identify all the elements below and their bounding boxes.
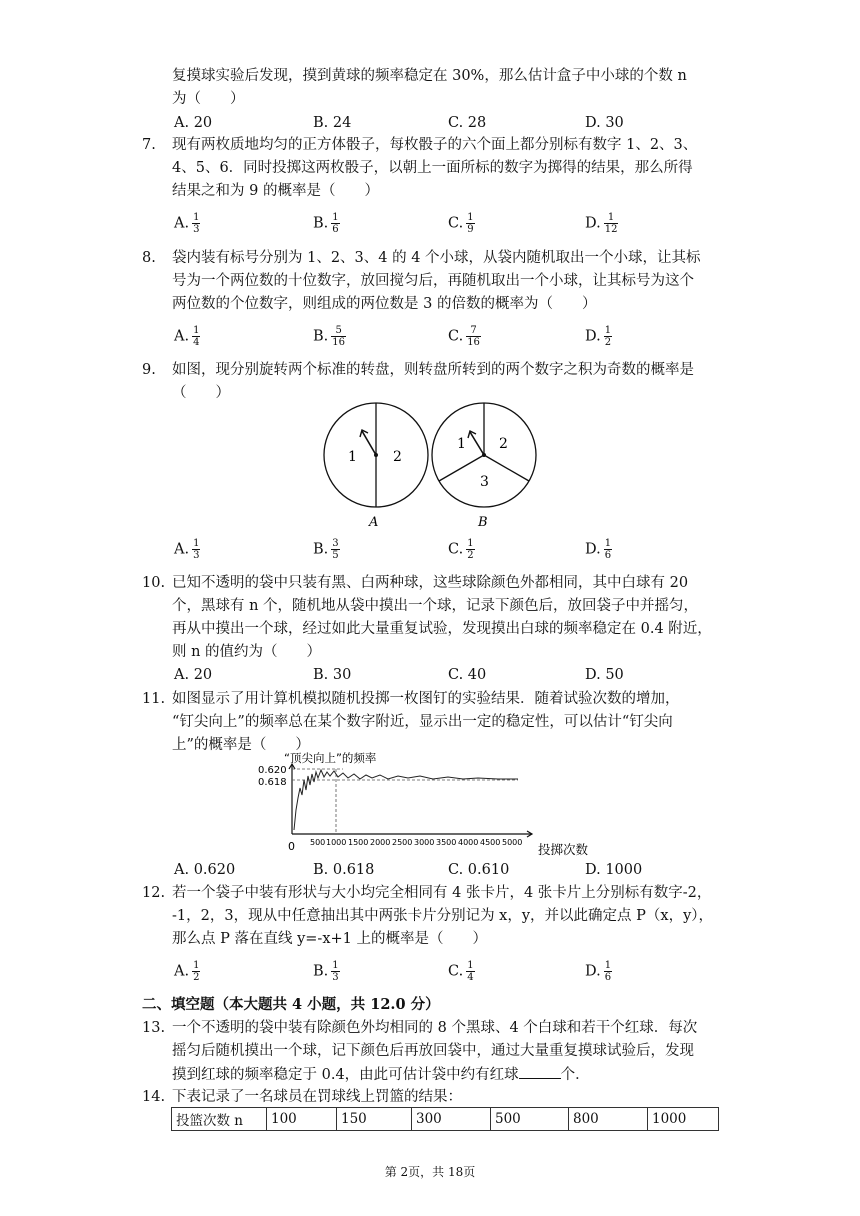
- numerator: 1: [193, 325, 200, 336]
- spinners-figure: [310, 395, 570, 535]
- denominator: 2: [467, 550, 474, 561]
- denominator: 12: [604, 224, 618, 235]
- fraction: [466, 538, 474, 561]
- spinner-b-sector-2: 2: [499, 436, 508, 452]
- option-label: D.: [585, 215, 601, 232]
- table-cell: 1000: [648, 1108, 719, 1131]
- q7-option-d[interactable]: [585, 212, 618, 235]
- q8-option-b[interactable]: [313, 325, 346, 348]
- q12-option-d[interactable]: [585, 960, 612, 983]
- numerator: 1: [604, 325, 612, 336]
- q11-number: 11.: [142, 691, 166, 707]
- x-origin: 0: [288, 840, 295, 853]
- x-tick-3000: 3000: [414, 838, 435, 847]
- q13-line2: 摇匀后随机摸出一个球，记下颜色后再放回袋中，通过大量重复摸球试验后，发现: [172, 1043, 694, 1059]
- table-cell: 500: [491, 1108, 569, 1131]
- x-tick-2000: 2000: [370, 838, 391, 847]
- q9-line2: （ ）: [172, 385, 230, 401]
- q12-number: 12.: [142, 885, 166, 901]
- q13-line3-text: 摸到红球的频率稳定于 0.4，由此可估计袋中约有红球: [172, 1067, 519, 1083]
- spinner-b: [432, 403, 536, 530]
- denominator: 6: [604, 972, 612, 983]
- option-label: C.: [448, 963, 464, 980]
- q13-line3-suffix: 个．: [560, 1067, 590, 1083]
- fraction: [192, 325, 200, 348]
- denominator: 4: [193, 337, 200, 348]
- denominator: 3: [193, 550, 200, 561]
- q7-option-c[interactable]: [448, 212, 475, 235]
- frequency-chart: [248, 750, 638, 860]
- q6-line2: 为（ ）: [172, 91, 245, 107]
- q11-line3: 上”的概率是（ ）: [172, 737, 310, 753]
- numerator: 1: [467, 538, 474, 549]
- table-cell: 300: [412, 1108, 491, 1131]
- denominator: 6: [332, 224, 339, 235]
- q7-line3: 结果之和为 9 的概率是（ ）: [172, 183, 379, 199]
- option-label: B.: [313, 541, 329, 558]
- fraction: [466, 325, 481, 348]
- option-label: A.: [174, 215, 190, 232]
- option-label: A.: [174, 328, 190, 345]
- denominator: 16: [332, 337, 345, 348]
- y-tick-0618: 0.618: [258, 777, 287, 788]
- q10-line2: 个，黑球有 n 个，随机地从袋中摸出一个球，记录下颜色后，放回袋子中并摇匀，: [172, 598, 699, 614]
- numerator: 1: [332, 960, 339, 971]
- page-footer: 第 2页，共 18页: [384, 1165, 476, 1179]
- q6-option-b[interactable]: B. 24: [313, 115, 352, 131]
- x-tick-3500: 3500: [436, 838, 457, 847]
- numerator: 1: [604, 538, 612, 549]
- option-label: A.: [174, 541, 190, 558]
- spinner-a: [324, 403, 428, 530]
- denominator: 6: [604, 550, 612, 561]
- spinner-b-sector-1: 1: [457, 436, 466, 452]
- shots-table: [171, 1107, 719, 1131]
- fraction: [331, 538, 339, 561]
- table-header-cell: 投篮次数 n: [172, 1108, 267, 1131]
- q13-line1: 一个不透明的袋中装有除颜色外均相同的 8 个黑球、4 个白球和若干个红球．每次: [172, 1020, 698, 1036]
- x-tick-1500: 1500: [348, 838, 369, 847]
- q6-option-a[interactable]: A. 20: [174, 115, 213, 131]
- option-label: A.: [174, 963, 190, 980]
- q10-line4: 则 n 的值约为（ ）: [172, 644, 322, 660]
- option-label: C.: [448, 328, 464, 345]
- q8-number: 8.: [142, 250, 156, 266]
- denominator: 3: [332, 972, 339, 983]
- x-axis-label: 投掷次数: [538, 842, 589, 857]
- denominator: 16: [467, 337, 480, 348]
- q9-line1: 如图，现分别旋转两个标准的转盘，则转盘所转到的两个数字之积为奇数的概率是: [172, 362, 694, 378]
- denominator: 5: [332, 550, 339, 561]
- q12-option-c[interactable]: [448, 960, 475, 983]
- q12-line1: 若一个袋子中装有形状与大小均完全相同有 4 张卡片，4 张卡片上分别标有数字-2，: [172, 885, 712, 901]
- x-tick-500: 500: [310, 838, 326, 847]
- chart-title: “顶尖向上”的频率: [284, 751, 377, 765]
- x-tick-2500: 2500: [392, 838, 413, 847]
- q10-option-d[interactable]: D. 50: [585, 667, 624, 683]
- q10-line1: 已知不透明的袋中只装有黑、白两种球，这些球除颜色外都相同，其中白球有 20: [172, 575, 689, 591]
- fraction: [466, 212, 474, 235]
- q11-option-a[interactable]: A. 0.620: [174, 862, 236, 878]
- denominator: 3: [193, 224, 200, 235]
- q8-option-d[interactable]: [585, 325, 612, 348]
- q11-line2: “钉尖向上”的频率总在某个数字附近，显示出一定的稳定性，可以估计“钉尖向: [172, 714, 673, 730]
- q12-option-a[interactable]: [174, 960, 200, 983]
- q10-number: 10.: [142, 575, 166, 591]
- y-tick-0620: 0.620: [258, 765, 287, 776]
- q9-option-b[interactable]: [313, 538, 340, 561]
- fraction: [331, 960, 339, 983]
- q9-option-c[interactable]: [448, 538, 475, 561]
- x-tick-1000: 1000: [326, 838, 347, 847]
- option-label: C.: [448, 215, 464, 232]
- fraction: [192, 538, 200, 561]
- fraction: [604, 325, 612, 348]
- numerator: 1: [332, 212, 339, 223]
- section-heading-fill-in: 二、填空题（本大题共 4 小题，共 12.0 分）: [142, 996, 440, 1013]
- table-cell: 100: [267, 1108, 337, 1131]
- option-label: C.: [448, 541, 464, 558]
- numerator: 7: [466, 325, 481, 337]
- fraction: [604, 538, 612, 561]
- spinner-a-label: A: [369, 515, 379, 530]
- option-label: D.: [585, 963, 601, 980]
- q8-line3: 两位数的个位数字，则组成的两位数是 3 的倍数的概率为（ ）: [172, 296, 597, 312]
- q7-option-a[interactable]: [174, 212, 200, 235]
- q8-line2: 号为一个两位数的十位数字，放回搅匀后，再随机取出一个小球，让其标号为这个: [172, 273, 694, 289]
- q12-option-b[interactable]: [313, 960, 340, 983]
- fraction: [331, 212, 339, 235]
- fraction: [466, 960, 474, 983]
- option-label: B.: [313, 963, 329, 980]
- numerator: 1: [193, 960, 200, 971]
- q7-line2: 4、5、6．同时投掷这两枚骰子，以朝上一面所标的数字为掷得的结果，那么所得: [172, 160, 693, 176]
- numerator: 3: [332, 538, 339, 549]
- q11-option-d[interactable]: D. 1000: [585, 862, 643, 878]
- denominator: 4: [467, 972, 474, 983]
- q8-line1: 袋内装有标号分别为 1、2、3、4 的 4 个小球，从袋内随机取出一个小球，让其标: [172, 250, 701, 266]
- numerator: 1: [193, 212, 200, 223]
- fraction: [331, 325, 346, 348]
- answer-blank[interactable]: [519, 1064, 561, 1079]
- denominator: 9: [467, 224, 474, 235]
- numerator: 1: [193, 538, 200, 549]
- denominator: 2: [604, 337, 612, 348]
- denominator: 2: [193, 972, 200, 983]
- numerator: 1: [604, 960, 612, 971]
- q14-line1: 下表记录了一名球员在罚球线上罚篮的结果：: [172, 1089, 462, 1105]
- numerator: 1: [604, 212, 619, 224]
- fraction: [604, 960, 612, 983]
- table-row: [172, 1108, 719, 1131]
- spinner-b-label: B: [478, 515, 488, 530]
- q7-line1: 现有两枚质地均匀的正方体骰子，每枚骰子的六个面上都分别标有数字 1、2、3、: [172, 137, 698, 153]
- table-cell: 800: [569, 1108, 648, 1131]
- q12-line3: 那么点 P 落在直线 y=-x+1 上的概率是（ ）: [172, 931, 487, 947]
- q10-option-b[interactable]: B. 30: [313, 667, 352, 683]
- q10-line3: 再从中摸出一个球，经过如此大量重复试验，发现摸出白球的频率稳定在 0.4 附近，: [172, 621, 712, 637]
- option-label: B.: [313, 215, 329, 232]
- q10-option-c[interactable]: C. 40: [448, 667, 487, 683]
- q13-number: 13.: [142, 1020, 166, 1036]
- q9-option-a[interactable]: [174, 538, 200, 561]
- table-cell: 150: [337, 1108, 412, 1131]
- q6-option-c[interactable]: C. 28: [448, 115, 487, 131]
- q12-line2: -1，2，3，现从中任意抽出其中两张卡片分别记为 x，y，并以此确定点 P（x，y），: [172, 908, 714, 924]
- fraction: [604, 212, 619, 235]
- option-label: B.: [313, 328, 329, 345]
- spinner-a-sector-1: 1: [348, 449, 357, 465]
- numerator: 1: [467, 960, 474, 971]
- numerator: 5: [331, 325, 346, 337]
- q13-line3: [172, 1064, 590, 1085]
- q11-line1: 如图显示了用计算机模拟随机投掷一枚图钉的实验结果．随着试验次数的增加，: [172, 691, 680, 707]
- option-label: D.: [585, 328, 601, 345]
- spinner-b-sector-3: 3: [480, 474, 489, 490]
- q9-option-d[interactable]: [585, 538, 612, 561]
- q9-number: 9.: [142, 362, 156, 378]
- fraction: [192, 960, 200, 983]
- q8-option-c[interactable]: [448, 325, 481, 348]
- q8-option-a[interactable]: [174, 325, 200, 348]
- x-tick-5000: 5000: [502, 838, 523, 847]
- q11-option-c[interactable]: C. 0.610: [448, 862, 510, 878]
- option-label: D.: [585, 541, 601, 558]
- q6-line1: 复摸球实验后发现，摸到黄球的频率稳定在 30%，那么估计盒子中小球的个数 n: [172, 68, 687, 84]
- q14-number: 14.: [142, 1089, 166, 1105]
- q6-option-d[interactable]: D. 30: [585, 115, 624, 131]
- q7-number: 7.: [142, 137, 156, 153]
- q10-option-a[interactable]: A. 20: [174, 667, 213, 683]
- numerator: 1: [467, 212, 474, 223]
- x-tick-4500: 4500: [480, 838, 501, 847]
- spinner-a-sector-2: 2: [393, 449, 402, 465]
- x-tick-4000: 4000: [458, 838, 479, 847]
- q7-option-b[interactable]: [313, 212, 340, 235]
- frequency-curve: [294, 770, 518, 830]
- q11-option-b[interactable]: B. 0.618: [313, 862, 375, 878]
- fraction: [192, 212, 200, 235]
